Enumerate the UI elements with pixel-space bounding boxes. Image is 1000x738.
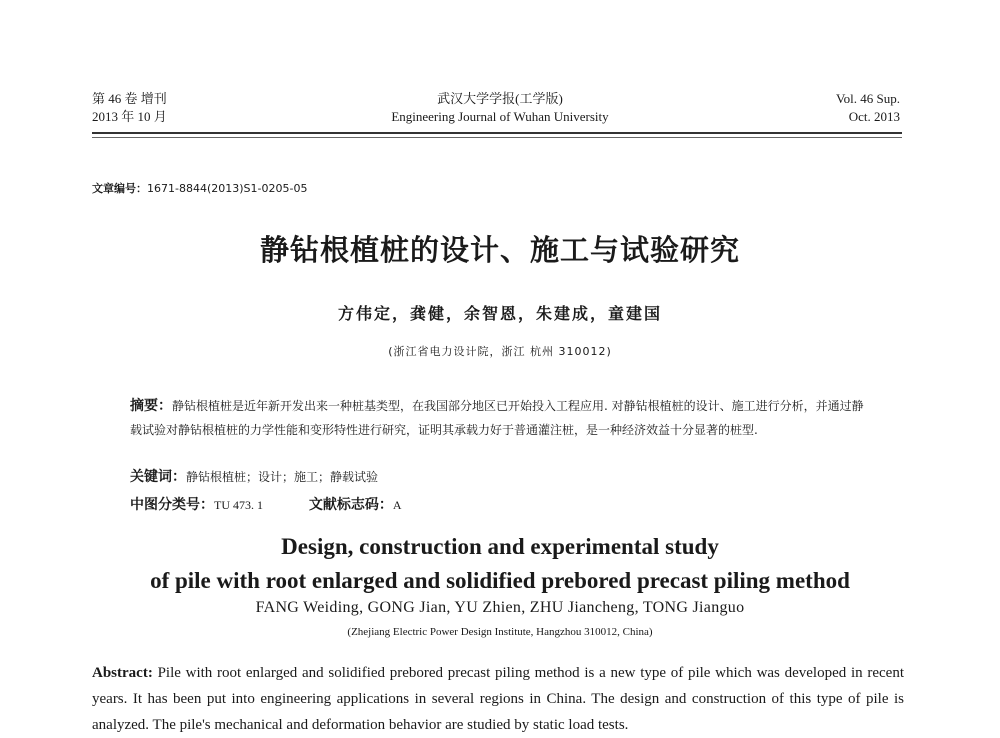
journal-name-en: Engineering Journal of Wuhan University <box>391 109 609 124</box>
clc-value: TU 473. 1 <box>214 498 263 512</box>
header-rule-thin <box>92 137 902 138</box>
affiliation-cn: (浙江省电力设计院，浙江 杭州 310012) <box>388 345 612 358</box>
abstract-cn-text: 静钻根植桩是近年新开发出来一种桩基类型，在我国部分地区已开始投入工程应用. 对静钻根植桩的设计、施工进行分析，并通过静载试验对静钻根植桩的力学性能和变形特性进行研究，证明其承载力好于普通灌注桩，是一种经济效益十分显著的桩型. <box>130 399 864 437</box>
keywords-cn-text: 静钻根植桩；设计；施工；静载试验 <box>186 470 379 484</box>
header-right <box>836 90 900 126</box>
keywords-cn <box>130 466 378 486</box>
authors-cn: 方伟定，龚健，余智恩，朱建成，童建国 <box>337 304 662 323</box>
affiliation-en: (Zhejiang Electric Power Design Institute, Hangzhou 310012, China) <box>347 626 653 638</box>
abstract-en-text: Pile with root enlarged and solidified prebored precast piling method is a new type of pile which was developed in recent years. It has been put into engineering applications in several regions in China. The design and construction of this type of pile is analyzed. The pile's mechanical and deformation behavior are studied by static load tests. <box>92 665 904 733</box>
volume-issue: 第 46 卷 增刊 <box>92 91 167 106</box>
title-en-line1: Design, construction and experimental study <box>281 534 719 559</box>
title-en-line2: of pile with root enlarged and solidified prebored precast piling method <box>150 568 850 593</box>
abstract-cn <box>130 394 875 442</box>
article-number-label: 文章编号： <box>92 182 147 195</box>
clc-label: 中图分类号： <box>130 497 214 513</box>
title-en <box>0 530 1000 598</box>
abstract-en-label: Abstract: <box>92 665 153 681</box>
article-number <box>92 180 307 196</box>
authors-en: FANG Weiding, GONG Jian, YU Zhien, ZHU Jiancheng, TONG Jianguo <box>255 599 745 616</box>
abstract-cn-label: 摘要： <box>130 398 172 414</box>
header-rule-thick <box>92 132 902 134</box>
doc-code-value: A <box>392 498 402 512</box>
volume-en: Vol. 46 Sup. <box>835 91 900 106</box>
classification <box>130 494 402 514</box>
abstract-en <box>92 660 904 738</box>
publication-date-cn: 2013 年 10 月 <box>92 109 167 124</box>
keywords-cn-label: 关键词： <box>130 469 186 485</box>
doc-code-label: 文献标志码： <box>308 497 393 513</box>
article-number-value: 1671-8844(2013)S1-0205-05 <box>147 182 308 195</box>
journal-name-cn: 武汉大学学报(工学版) <box>437 91 563 106</box>
title-cn: 静钻根植桩的设计、施工与试验研究 <box>259 233 740 267</box>
publication-date-en: Oct. 2013 <box>848 109 900 124</box>
